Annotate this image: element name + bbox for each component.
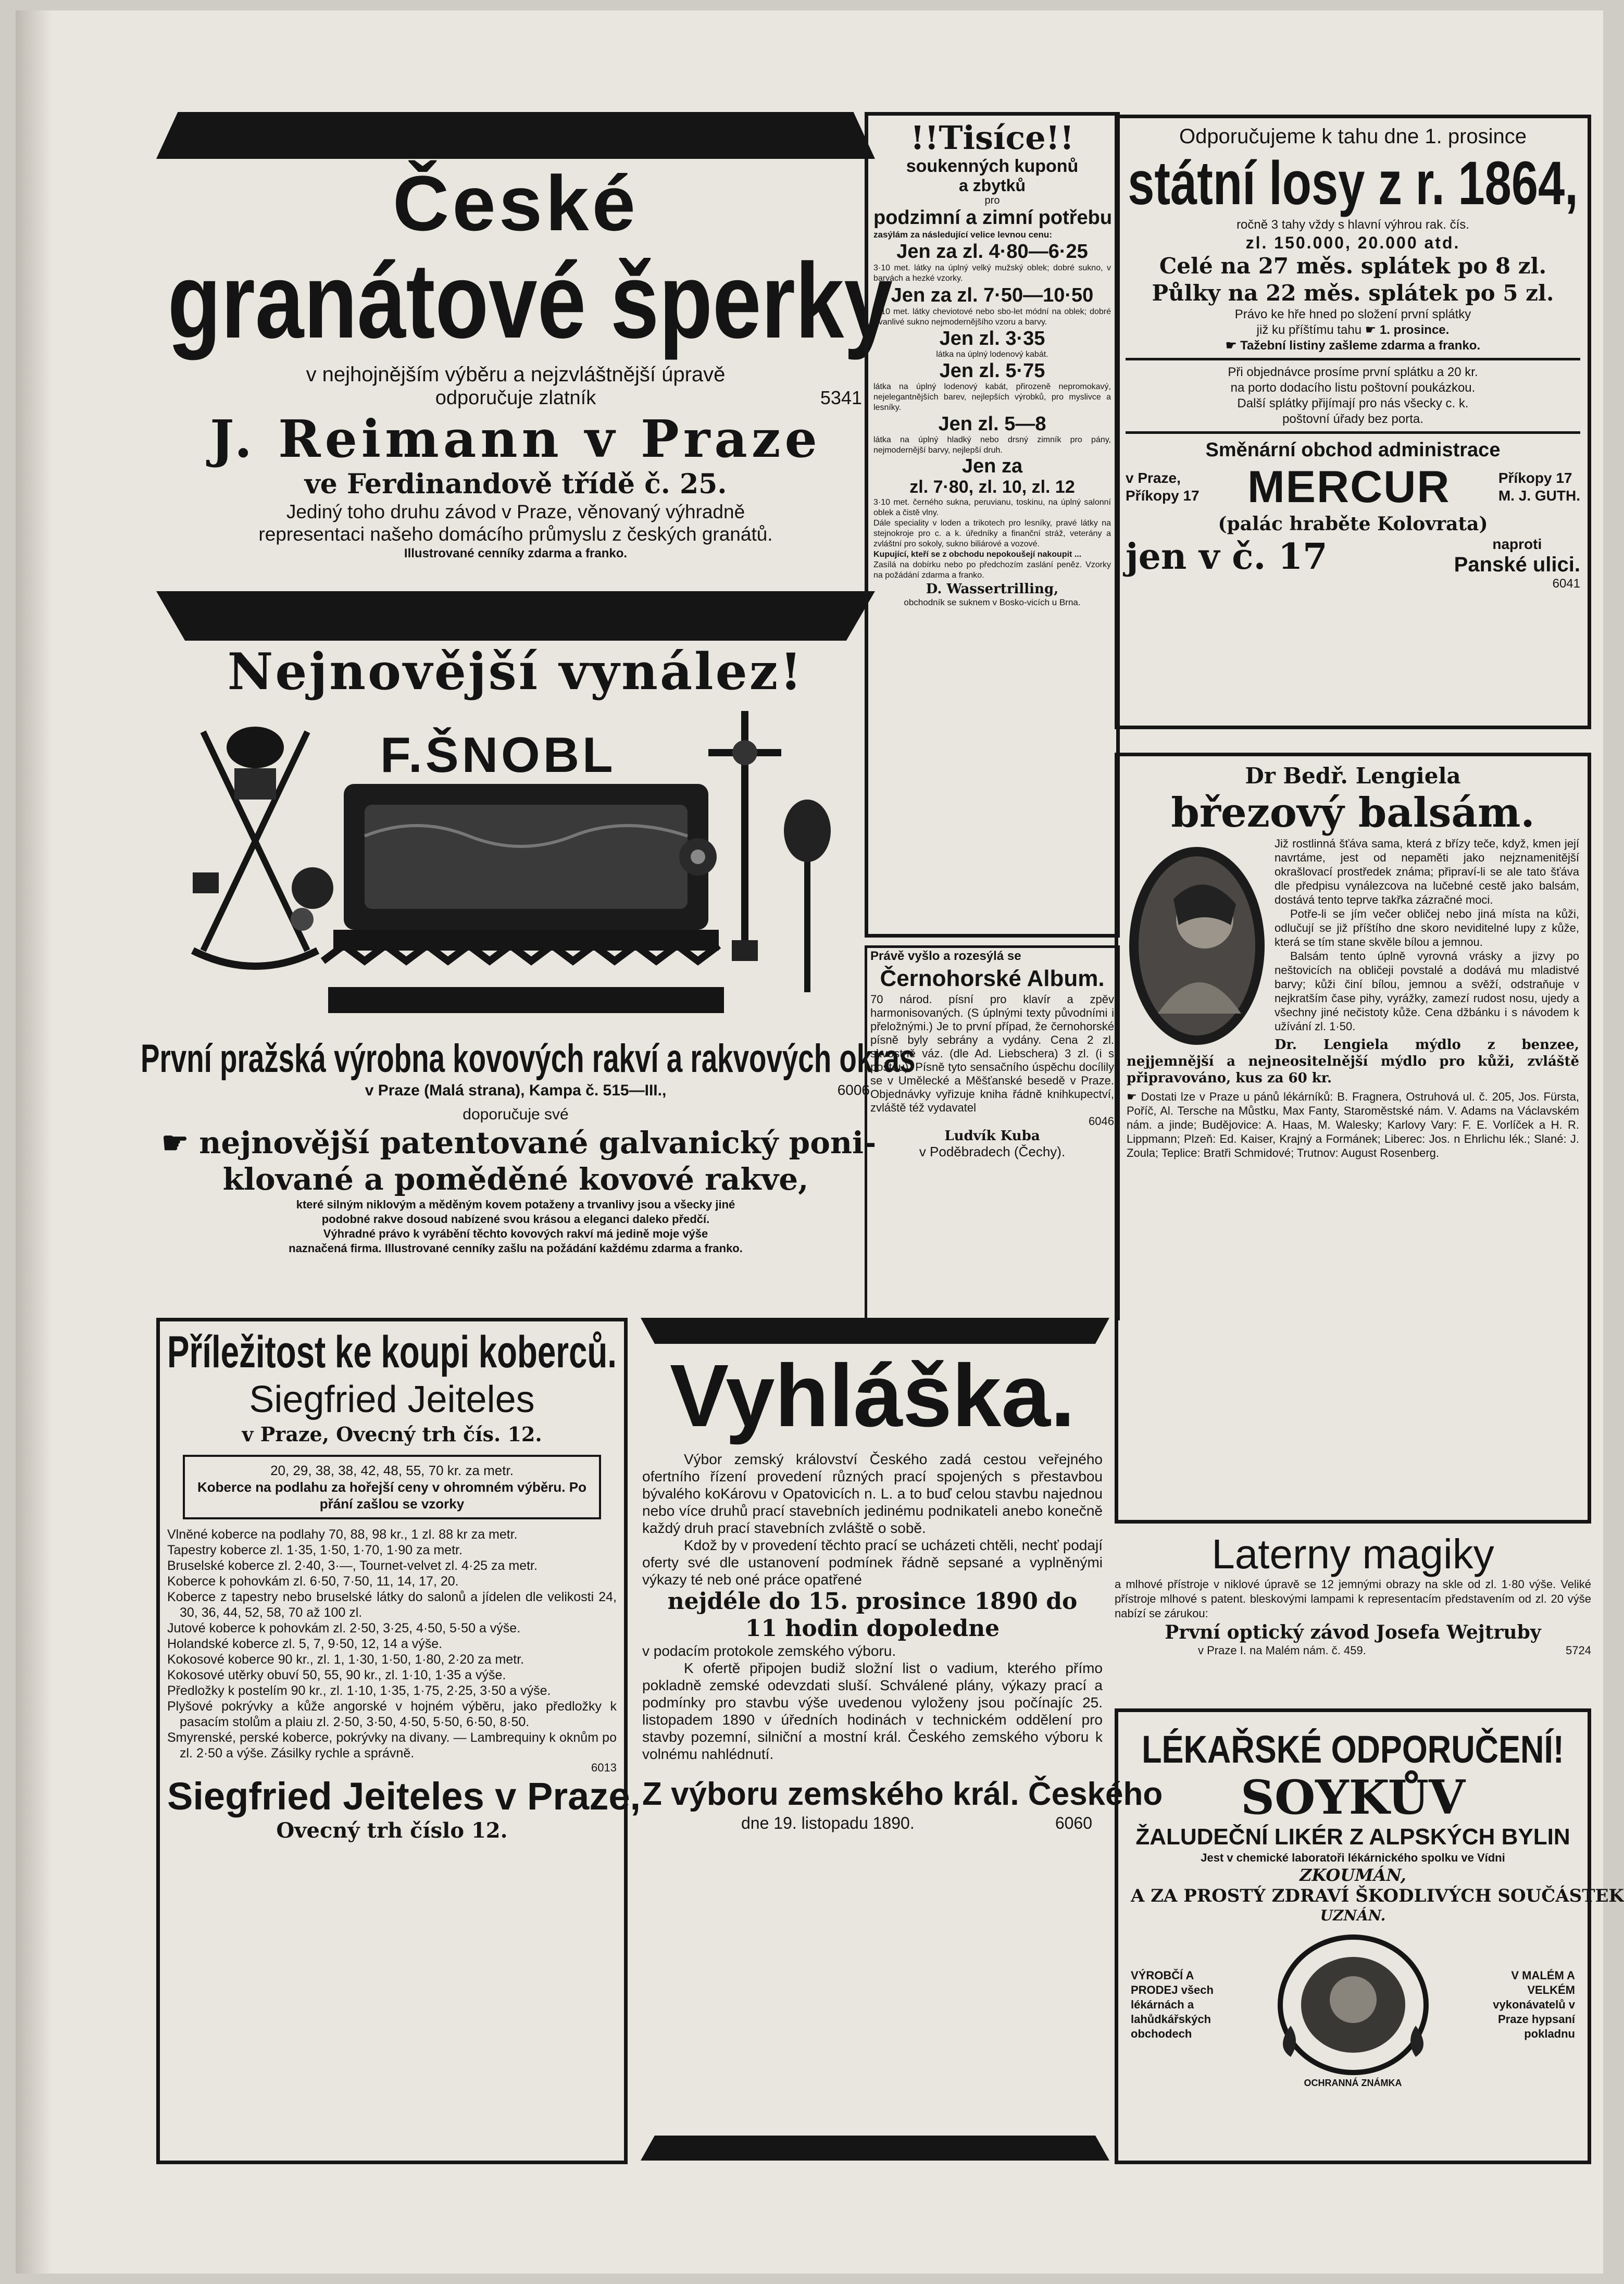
ad-text: Další splátky přijímají pro nás všecky c. k. bbox=[1237, 396, 1469, 410]
ad-text: Již rostlinná šťáva sama, která z břízy teče, když, kmen její navrtáme, jest od nepaměti jako nejznamenitější okrašlovací prostředek známa; připraví-li se ale tato šťáva dle předpisu vynálezcova na lučebné cestě jako balsám, dostává tento teprve takřka zázračné moci. bbox=[1275, 837, 1579, 906]
ad-number: 6060 bbox=[1055, 1814, 1092, 1832]
divider bbox=[1126, 431, 1580, 434]
ad-text: Illustrované cenníky zdarma a franko. bbox=[404, 546, 628, 560]
ad-footer: Ovecný trh číslo 12. bbox=[276, 1818, 508, 1843]
ad-firm: D. Wassertrilling, bbox=[926, 581, 1059, 597]
ad-text: Tažební listiny zašleme zdarma a franko. bbox=[1240, 339, 1481, 353]
ad-soyka-liqueur bbox=[1115, 1708, 1624, 2164]
ad-text: 3·10 met. látky cheviotové nebo sbo-let módní na oblek; dobré trvanlivé sukno nejmodernějšího vzoru a barvy. bbox=[873, 307, 1111, 327]
pointing-hand-icon: ☛ bbox=[161, 1125, 199, 1160]
ad-garnet-jewellery bbox=[154, 159, 893, 604]
ad-title: Vyhláška. bbox=[669, 1346, 1076, 1445]
ad-number: 5724 bbox=[1566, 1644, 1591, 1657]
seal-label: OCHRANNÁ ZNÁMKA bbox=[1304, 2078, 1402, 2088]
black-bar bbox=[156, 591, 875, 641]
ad-place: v Poděbradech (Čechy). bbox=[919, 1144, 1066, 1159]
ad-firm: První optický závod Josefa Wejtruby bbox=[1165, 1621, 1541, 1643]
ad-text: Balsám tento úplně vyrovná vrásky a jizvy po neštovicích na obličeji povstalé a dodává mu mladistvé barvy; kůži činí bílou, jemnou a svěží, odstraňuje v nejkratším čase pihy, vyrážky, zamezí rudost nosu, ujedy a všechny jiné nečistoty kůže. Cena džbánku i s návodem k užívání zl. 1·50. bbox=[1275, 950, 1579, 1033]
ad-headline: LÉKAŘSKÉ ODPORUČENÍ! bbox=[1142, 1728, 1564, 1771]
price: Jen zl. 5—8 bbox=[938, 413, 1046, 435]
ad-text: a zbytků bbox=[958, 176, 1026, 195]
address-right bbox=[1454, 536, 1580, 577]
ad-text: ročně 3 tahy vždy s hlavní výhrou rak. čís. bbox=[1236, 218, 1469, 232]
notice-deadline: 11 hodin dopoledne bbox=[745, 1615, 1000, 1642]
ad-text: Jediný toho druhu závod v Praze, věnovaný výhradně bbox=[286, 501, 745, 522]
carpet-price-item: Smyrenské, perské koberce, pokrývky na divany. — Lambrequiny k oknům po zl. 2·50 a výše. Zásilky rychle a správně. bbox=[167, 1730, 617, 1761]
ad-text: jen v č. 17 bbox=[1126, 536, 1328, 578]
ad-text: ŽALUDEČNÍ LIKÉR Z ALPSKÝCH BYLIN bbox=[1135, 1824, 1570, 1850]
ad-text: již ku příštímu tahu bbox=[1256, 323, 1362, 337]
notice-signature: Z výboru zemského král. Českého bbox=[642, 1776, 1163, 1812]
ad-text: 20, 29, 38, 38, 42, 48, 55, 70 kr. za metr. bbox=[270, 1463, 514, 1478]
ad-title: Příležitost ke koupi koberců. bbox=[167, 1327, 617, 1377]
ad-text: Zasílá na dobírku nebo po předchozím zaslání peněz. Vzorky na požádání zdarma a franko. bbox=[873, 560, 1111, 580]
notice-date-row bbox=[642, 1814, 1103, 1833]
carpet-price-item: Kokosové koberce 90 kr., zl. 1, 1·30, 1·50, 1·80, 2·20 za metr. bbox=[167, 1652, 524, 1667]
ad-text: A ZA PROSTÝ ZDRAVÍ ŠKODLIVÝCH SOUČÁSTEK bbox=[1131, 1886, 1624, 1906]
ad-state-lottery bbox=[1115, 115, 1591, 729]
divider bbox=[1126, 358, 1580, 360]
ad-text: doporučuje své bbox=[463, 1106, 569, 1123]
ad-text: naznačená firma. Illustrované cenníky zašlu na požádání každému zdarma a franko. bbox=[289, 1242, 743, 1255]
portrait-medallion bbox=[1127, 842, 1267, 1050]
carpet-price-item: Tapestry koberce zl. 1·35, 1·50, 1·70, 1·90 za metr. bbox=[167, 1543, 463, 1557]
mercur-right bbox=[1498, 469, 1580, 505]
ad-title: granátové šperky bbox=[167, 241, 893, 360]
ad-text: zl. 150.000, 20.000 atd. bbox=[1245, 233, 1460, 252]
ad-text: Jest v chemické laboratoři lékárnického spolku ve Vídni bbox=[1201, 1851, 1505, 1864]
pointing-hand-icon: ☛ bbox=[1365, 323, 1377, 337]
ad-text: v Praze, bbox=[1126, 470, 1181, 486]
ad-number: 5341 bbox=[820, 387, 862, 408]
trademark-seal-icon bbox=[1275, 1932, 1431, 2078]
ad-address: v Praze I. na Malém nám. č. 459. bbox=[1198, 1644, 1366, 1657]
ad-text: soukenných kuponů bbox=[906, 156, 1079, 176]
notice-deadline: nejdéle do 15. prosince 1890 do bbox=[667, 1588, 1078, 1615]
ad-title: Laterny magiky bbox=[1211, 1531, 1494, 1577]
ad-address: ve Ferdinandově třídě č. 25. bbox=[304, 468, 727, 500]
ad-text: podzimní a zimní potřebu bbox=[873, 207, 1113, 229]
ad-text-row bbox=[1126, 322, 1580, 338]
notice-paragraph: Výbor zemský království Českého zadá cestou veřejného ofertního řízení provedení různých prací spojených s přestavbou bývalého koKárovu v Opatovicích n. L. a to buď celou stavbu najednou nebo více druhů prací stavebních jedinému podnikateli anebo konečně každý druh prací stavebních zvláště o sobě. bbox=[642, 1451, 1103, 1536]
ad-text: 3·10 met. černého sukna, peruvianu, toskinu, na úplný salonní oblek a čistě vlny. bbox=[873, 498, 1111, 517]
mercur-logo: MERCUR bbox=[1247, 462, 1451, 512]
ad-text: Právo ke hře hned po složení první splátky bbox=[1234, 307, 1471, 321]
ad-title: Černohorské Album. bbox=[880, 966, 1105, 991]
carpet-price-item: Plyšové pokrývky a kůže angorské v hojném výběru, jako předložky k pasacím stolům a plaiu zl. 2·50, 3·50, 4·50, 5·50, 6·50, 8·50. bbox=[167, 1699, 617, 1729]
ad-text: Dostati lze v Praze u pánů lékárníků: B. Fragnera, Ostruhová ul. č. 205, Jos. Fürsta, Poříč, Al. Tersche na Můstku, Max Fanty, Staroměstské nám. V. Adams na Václavském nám. a jinde; Budějovice: A. Haas, M. Walesky; Karlovy Vary: F. E. Vorlíček a H. R. Lippmann; Plzeň: Ed. Kaiser, Krajný a Formánek; Liberec: Jos. n Ehrlichu lék.; Slané: J. Zoula; Teplice: Bratři Schmidové; Trutnov: August Rosenberg. bbox=[1127, 1090, 1579, 1159]
ad-address: v Praze (Malá strana), Kampa č. 515—III., bbox=[365, 1082, 667, 1099]
ad-title: státní losy z r. 1864, bbox=[1128, 149, 1578, 218]
ad-text: Dr Bedř. Lengiela bbox=[1245, 763, 1461, 789]
ad-text: látka na úplný hladký nebo drsný zimník pro pány, nejmodernější barvy, nejlepší druh. bbox=[873, 435, 1111, 455]
black-bar bbox=[641, 2136, 1109, 2161]
pointing-hand-icon: ☛ bbox=[1225, 339, 1241, 353]
ad-text: naproti bbox=[1492, 536, 1542, 552]
ad-firm: Siegfried Jeiteles bbox=[249, 1379, 535, 1420]
notice-date: dne 19. listopadu 1890. bbox=[741, 1814, 915, 1832]
ad-text: V MALÉM A VELKÉM vykonávatelů v Praze hypsaní pokladnu bbox=[1493, 1969, 1575, 2040]
price: Jen zl. 5·75 bbox=[939, 360, 1045, 382]
ad-public-notice bbox=[638, 1346, 1163, 2141]
page-edge-shadow bbox=[16, 10, 52, 2274]
ad-text: Příkopy 17 bbox=[1498, 470, 1572, 486]
carpet-price-item: Holandské koberce zl. 5, 7, 9·50, 12, 14 a výše. bbox=[167, 1637, 443, 1651]
pointing-hand-icon: ☛ bbox=[1127, 1090, 1141, 1103]
ad-text: Celé na 27 měs. splátek po 8 zl. bbox=[1159, 253, 1547, 279]
ad-promo-text: klované a poměděné kovové rakve, bbox=[222, 1162, 809, 1197]
carpet-price-item: Vlněné koberce na podlahy 70, 88, 98 kr., 1 zl. 88 kr za metr. bbox=[167, 1527, 518, 1542]
ad-carpets bbox=[156, 1318, 641, 2164]
ad-text: Směnární obchod administrace bbox=[1205, 439, 1501, 461]
ad-text: Panské ulici. bbox=[1454, 553, 1580, 576]
ad-text: Odporučujeme k tahu dne 1. prosince bbox=[1179, 125, 1527, 148]
ad-text: Při objednávce prosíme první splátku a 20 kr. bbox=[1228, 365, 1478, 379]
newspaper-page bbox=[16, 10, 1624, 2274]
ad-text: v nejhojnějším výběru a nejzvláštnější úpravě bbox=[306, 363, 726, 386]
ad-headline: Nejnovější vynález! bbox=[227, 642, 804, 701]
ad-magic-lanterns bbox=[1115, 1531, 1591, 1703]
ad-birch-balsam bbox=[1115, 753, 1591, 1524]
ad-text: Kupující, kteří se z obchodu nepokoušejí nakoupit ... bbox=[873, 550, 1082, 559]
price: Jen za bbox=[961, 455, 1023, 477]
ad-address: v Praze, Ovecný trh čís. 12. bbox=[242, 1422, 542, 1446]
ad-text: Právě vyšlo a rozesýlá se bbox=[870, 949, 1021, 963]
ad-text: a mlhové přístroje v niklové úpravě se 12 jemnými obrazy na skle od zl. 1·80 výše. Veliké přístroje mlhové s patent. bleskovými lampami k representacím představením od zl. 20 výše nabízí se zárukou: bbox=[1115, 1578, 1591, 1620]
ad-text: 1. prosince. bbox=[1379, 323, 1450, 337]
ad-number: 6041 bbox=[1552, 577, 1580, 591]
ad-text: ZKOUMÁN, bbox=[1300, 1865, 1406, 1885]
ad-text: pro bbox=[984, 195, 1000, 206]
ad-text: obchodník se suknem v Bosko-vicích u Brna. bbox=[904, 597, 1081, 607]
notice-paragraph: Kdož by v provedení těchto prací se ucházeti chtěli, nechť podají oferty své dle ustanovení podmínek řádně sepsané a vyplněnými výkazy té neb oné práce opatřené bbox=[642, 1537, 1103, 1588]
price: zl. 7·80, zl. 10, zl. 12 bbox=[909, 477, 1075, 497]
ad-montenegrin-album bbox=[865, 945, 1120, 1320]
carpet-price-item: Bruselské koberce zl. 2·40, 3·—, Tournet-velvet zl. 4·25 za metr. bbox=[167, 1558, 538, 1573]
soyka-bottom bbox=[1131, 1932, 1575, 2078]
address-row bbox=[1115, 1644, 1591, 1657]
ad-text: UZNÁN. bbox=[1320, 1907, 1386, 1924]
ad-text: Koberce na podlahu za hořejší ceny v ohromném výběru. Po přání zašlou se vzorky bbox=[197, 1479, 586, 1512]
price-box bbox=[183, 1455, 601, 1519]
ad-text: M. J. GUTH. bbox=[1498, 488, 1580, 504]
black-bar bbox=[641, 1318, 1109, 1344]
ad-text: 3·10 met. látky na úplný velký mužský oblek; dobré sukno, v barvách a hezké vzorky. bbox=[873, 264, 1111, 283]
ad-text: Dr. Lengiela mýdlo z benzee, nejjemnější a nejneositelnější mýdlo pro kůži, zvláště připravováno, kus za 60 kr. bbox=[1127, 1037, 1579, 1086]
carpet-price-list bbox=[167, 1527, 617, 1761]
ad-number: 6013 bbox=[591, 1761, 617, 1774]
ad-text: VÝROBČÍ A PRODEJ všech lékárnách a lahůdkářských obchodech bbox=[1131, 1969, 1214, 2040]
ad-footer: Siegfried Jeiteles v Praze, bbox=[167, 1775, 641, 1818]
ad-text: odporučuje zlatník bbox=[435, 387, 596, 409]
mercur-left bbox=[1126, 469, 1200, 505]
ad-number: 6006 bbox=[837, 1082, 870, 1098]
ad-title: SOYKŮV bbox=[1241, 1770, 1465, 1825]
ad-snobl-coffins bbox=[141, 642, 916, 1315]
price: Jen za zl. 4·80—6·25 bbox=[896, 241, 1088, 263]
ad-text-row bbox=[1127, 1090, 1579, 1160]
carpet-price-item: Jutové koberce k pohovkám zl. 2·50, 3·25, 4·50, 5·50 a výše. bbox=[167, 1621, 521, 1636]
ad-author: Ludvík Kuba bbox=[944, 1128, 1040, 1144]
carpet-price-item: Koberce k pohovkám zl. 6·50, 7·50, 11, 14, 17, 20. bbox=[167, 1574, 459, 1589]
ad-text: Potře-li se jím večer obličej nebo jiná místa na kůži, odlučují se již příštího dne skoro neviditelné lupy z kůže, která se tím stane skvěle bílou a jemnou. bbox=[1275, 907, 1579, 948]
ad-title: březový balsám. bbox=[1171, 789, 1535, 837]
ad-text: Dále speciality v loden a trikotech pro lesníky, pravé látky na stejnokroje pro c. a k. úředníky a finanční stráž, veterány a zvláštní pro sokoly, sukno biliárové a vozové. bbox=[873, 519, 1111, 548]
ad-text: látka na úplný lodenový kabát. bbox=[936, 350, 1048, 359]
ad-firm: J. Reimann v Praze bbox=[210, 409, 821, 469]
price: Jen zl. 3·35 bbox=[939, 328, 1045, 350]
ad-text: látka na úplný lodenový kabát, přirozeně nepromokavý, nejelegantnějších barev, nejlepších výrobků, pro myslivce a lesníky. bbox=[873, 382, 1111, 412]
ad-text-row bbox=[1126, 338, 1580, 354]
notice-paragraph: v podacím protokole zemského výboru. bbox=[642, 1643, 896, 1659]
carpet-price-item: Předložky k postelím 90 kr., zl. 1·10, 1·35, 1·75, 2·25, 3·50 a výše. bbox=[167, 1683, 551, 1698]
notice-paragraph: K ofertě připojen budiž složní list o vadium, kterého přímo pokladně zemské odevzdati sluší. Schválené plány, výkazy prací a podmínky pro stavbu výše uvedenou vyloženy jsou počínajíc 25. listopadem 1890 v úředních hodinách v technickém oddělení pro stavby pozemní, silniční a mostní král. Českého zemského výboru k volnému nahlédnutí. bbox=[642, 1660, 1103, 1762]
address-row bbox=[1126, 536, 1580, 577]
firm-logo: F.ŠNOBL bbox=[380, 727, 616, 783]
ad-headline: !!Tisíce!! bbox=[910, 119, 1075, 157]
carpet-price-item: Koberce z tapestry nebo bruselské látky do salonů a jídelen dle velikosti 24, 30, 36, 44, 52, 58, 70 až 100 zl. bbox=[167, 1590, 617, 1620]
top-black-bar bbox=[156, 112, 875, 159]
portrait-image bbox=[1127, 842, 1267, 1050]
ad-text: poštovní úřady bez porta. bbox=[1282, 412, 1423, 426]
ad-number: 6046 bbox=[1089, 1115, 1114, 1128]
ad-cloth-coupons bbox=[865, 112, 1120, 938]
ad-text: podobné rakve dosoud nabízené svou krásou a eleganci daleko předčí. bbox=[321, 1213, 710, 1226]
ad-text: Půlky na 22 měs. splátek po 5 zl. bbox=[1152, 280, 1554, 306]
ad-text: Příkopy 17 bbox=[1126, 488, 1200, 504]
ad-text: (palác hraběte Kolovrata) bbox=[1218, 513, 1488, 535]
ad-text: Výhradné právo k vyrábění těchto kovových rakví má jedině moje výše bbox=[323, 1227, 708, 1240]
ad-text: zasýlám za následující velice levnou cenu: bbox=[873, 230, 1052, 240]
ad-headline: České bbox=[392, 159, 639, 247]
ad-text: 70 národ. písní pro klavír a zpěv harmonisovaných. (S úplnými texty původními i přeložnými.) Je to první případ, že černohorské písně byly sebrány a vydány. Cena 2 zl. skvostně váz. (dle Ad. Liebschera) 3 zl. (i s poštou). Písně tyto sensačního úspěchu docílily se v Umělecké a Měšťanské besedě v Praze. Objednávky vyřizuje kniha řádně knihkupectví, zvláště též vydavatel bbox=[870, 993, 1114, 1114]
ad-promo bbox=[151, 1125, 880, 1161]
carpet-price-item: Kokosové utěrky obuví 50, 55, 90 kr., zl. 1·10, 1·35 a výše. bbox=[167, 1668, 506, 1682]
ad-text: representaci našeho domácího průmyslu z českých granátů. bbox=[258, 523, 773, 545]
ad-text: které silným niklovým a měděným kovem potaženy a trvanlivy jsou a všecky jiné bbox=[296, 1198, 735, 1211]
mercur-row bbox=[1126, 462, 1580, 512]
ad-promo-text: nejnovější patentované galvanický poni- bbox=[199, 1125, 877, 1160]
price: Jen za zl. 7·50—10·50 bbox=[891, 284, 1094, 306]
ad-text: na porto dodacího listu poštovní poukázkou. bbox=[1230, 381, 1476, 395]
ad-title: První pražská výrobna kovových rakví a rakvových okras bbox=[141, 1037, 916, 1081]
